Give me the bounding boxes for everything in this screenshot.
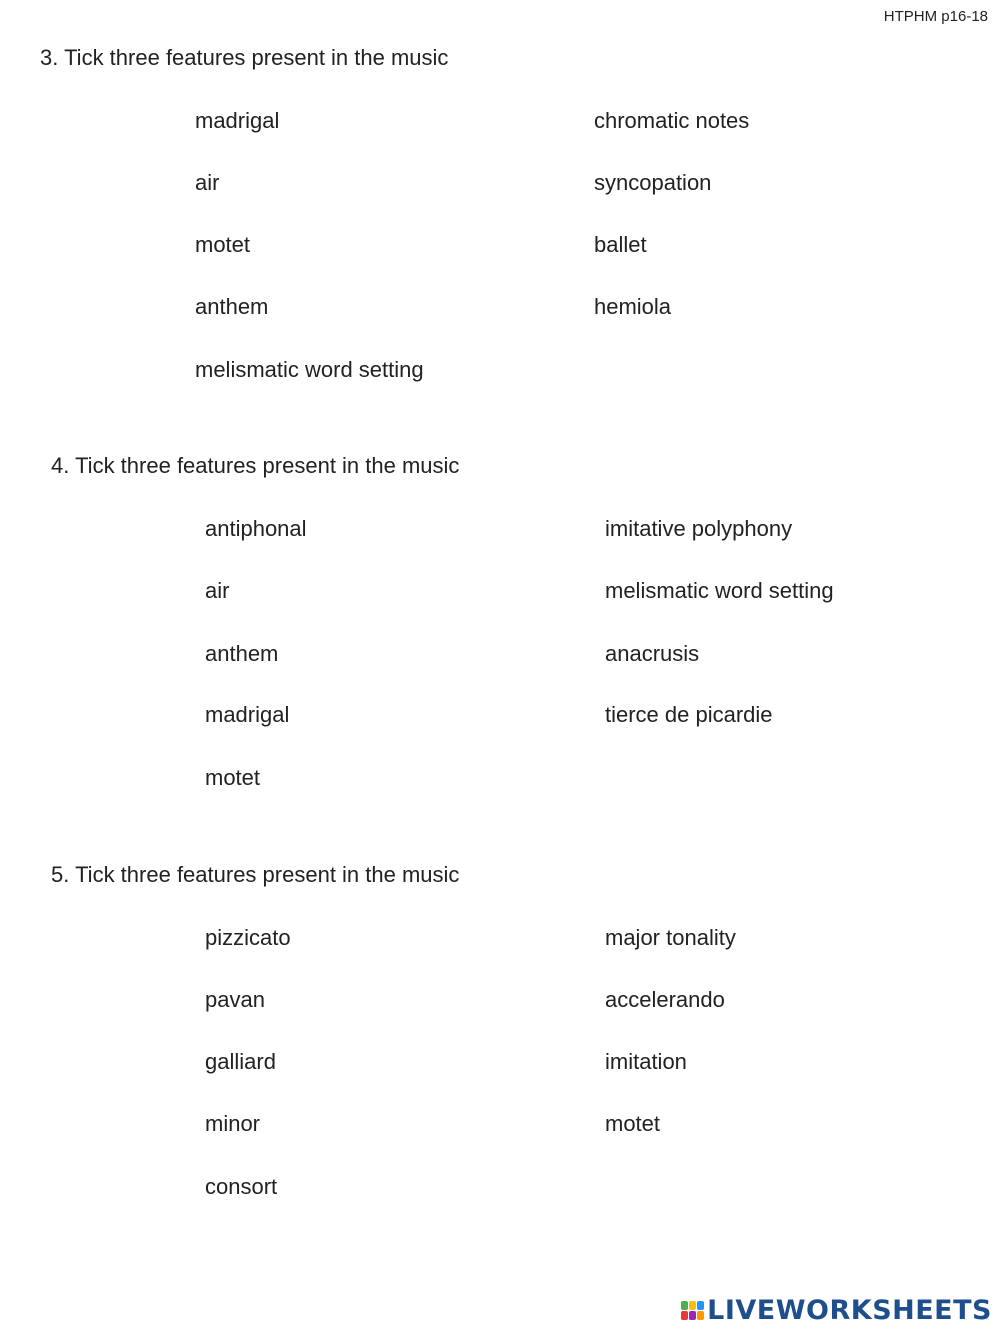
option-checkbox[interactable]: motet xyxy=(605,1111,661,1136)
option-checkbox[interactable]: madrigal xyxy=(205,702,290,727)
option-checkbox[interactable]: imitative polyphony xyxy=(605,516,793,541)
option-checkbox[interactable]: minor xyxy=(205,1111,261,1136)
option-checkbox[interactable]: motet xyxy=(195,232,251,257)
option-checkbox[interactable]: hemiola xyxy=(594,294,672,319)
option-checkbox[interactable]: ballet xyxy=(594,232,647,257)
option-checkbox[interactable]: pizzicato xyxy=(205,925,291,950)
option-checkbox[interactable]: anthem xyxy=(205,641,279,666)
question-5-title: 5. Tick three features present in the music xyxy=(51,862,460,887)
question-3-title: 3. Tick three features present in the music xyxy=(40,45,449,70)
option-checkbox[interactable]: air xyxy=(195,170,220,195)
option-checkbox[interactable]: accelerando xyxy=(605,987,725,1012)
option-checkbox[interactable]: melismatic word setting xyxy=(605,578,834,603)
option-checkbox[interactable]: melismatic word setting xyxy=(195,357,424,382)
liveworksheets-logo xyxy=(681,1295,992,1326)
logo-block xyxy=(697,1301,704,1310)
option-checkbox[interactable]: chromatic notes xyxy=(594,108,750,133)
brand-name: LIVEWORKSHEETS xyxy=(707,1295,992,1326)
logo-block xyxy=(697,1311,704,1320)
option-checkbox[interactable]: anacrusis xyxy=(605,641,700,666)
logo-block xyxy=(681,1301,688,1310)
option-checkbox[interactable]: major tonality xyxy=(605,925,736,950)
logo-block xyxy=(689,1301,696,1310)
option-checkbox[interactable]: galliard xyxy=(205,1049,276,1074)
option-checkbox[interactable]: pavan xyxy=(205,987,265,1012)
option-checkbox[interactable]: consort xyxy=(205,1174,278,1199)
option-checkbox[interactable]: antiphonal xyxy=(205,516,307,541)
logo-block xyxy=(689,1311,696,1320)
option-checkbox[interactable]: tierce de picardie xyxy=(605,702,773,727)
option-checkbox[interactable]: syncopation xyxy=(594,170,712,195)
option-checkbox[interactable]: motet xyxy=(205,765,261,790)
logo-block xyxy=(681,1311,688,1320)
option-checkbox[interactable]: imitation xyxy=(605,1049,687,1074)
logo-blocks-icon xyxy=(681,1301,704,1320)
option-checkbox[interactable]: madrigal xyxy=(195,108,280,133)
option-checkbox[interactable]: air xyxy=(205,578,230,603)
page-reference: HTPHM p16-18 xyxy=(883,8,988,25)
question-4-title: 4. Tick three features present in the music xyxy=(51,453,460,478)
option-checkbox[interactable]: anthem xyxy=(195,294,269,319)
